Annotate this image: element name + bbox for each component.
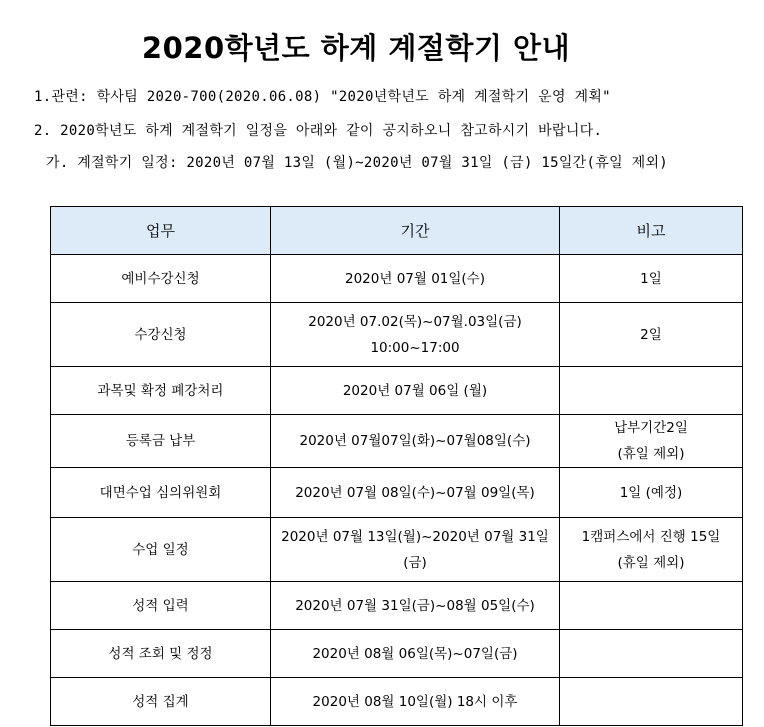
period-text: 2020년 07월07일(화)~07월08일(수) — [299, 433, 531, 449]
note-cell — [560, 582, 743, 630]
table-row — [51, 255, 743, 303]
task-cell: 대면수업 심의위원회 — [51, 468, 271, 518]
period-cell — [271, 518, 560, 582]
intro-line-reference: 1.관련: 학사팀 2020-700(2020.06.08) "2020년학년도 하계 계절학기 운영 계획" — [34, 89, 611, 105]
task-cell: 예비수강신청 — [51, 255, 271, 303]
note-cell — [560, 367, 743, 415]
note-cell — [560, 518, 743, 582]
period-text: 2020년 07월 01일(수) — [345, 270, 485, 287]
period-text: 2020년 08월 06일(목)~07일(금) — [312, 645, 518, 662]
intro-line-schedule: 가. 계절학기 일정: 2020년 07월 13일 (월)~2020년 07월 31일 (금) 15일간(휴일 제외) — [46, 155, 668, 171]
table-row — [51, 415, 743, 468]
note-cell — [560, 415, 743, 468]
note-text: 1일 — [640, 270, 662, 287]
period-text: 2020년 07월 31일(금)~08월 05일(수) — [295, 597, 535, 614]
note-text: 2일 — [640, 326, 662, 343]
period-cell — [271, 415, 560, 468]
header-period: 기간 — [271, 207, 560, 255]
period-cell — [271, 255, 560, 303]
period-text: 2020년 08월 10일(월) 18시 이후 — [312, 693, 518, 710]
schedule-table — [50, 206, 743, 726]
table-row — [51, 582, 743, 630]
note-cell — [560, 678, 743, 726]
period-cell — [271, 582, 560, 630]
page-title: 2020학년도 하계 계절학기 안내 — [141, 31, 571, 65]
note-cell — [560, 468, 743, 518]
period-cell — [271, 678, 560, 726]
period-text: 10:00~17:00 — [370, 339, 460, 356]
note-text: (휴일 제외) — [617, 446, 685, 462]
task-cell: 과목및 확정 폐강처리 — [51, 367, 271, 415]
task-cell: 성적 집계 — [51, 678, 271, 726]
task-cell: 수강신청 — [51, 303, 271, 367]
intro-line-notice: 2. 2020학년도 하계 계절학기 일정을 아래와 같이 공지하오니 참고하시기 바랍니다. — [34, 123, 603, 139]
note-text: 1일 (예정) — [619, 484, 683, 501]
table-row — [51, 468, 743, 518]
table-header-row — [51, 207, 743, 255]
table-row — [51, 303, 743, 367]
note-cell — [560, 255, 743, 303]
period-text: 2020년 07월 06일 (월) — [342, 382, 488, 399]
period-text: 2020년 07월 08일(수)~07월 09일(목) — [295, 484, 535, 501]
period-cell — [271, 468, 560, 518]
task-cell: 등록금 납부 — [51, 415, 271, 468]
period-cell — [271, 367, 560, 415]
period-cell — [271, 630, 560, 678]
table-row — [51, 678, 743, 726]
task-cell: 수업 일정 — [51, 518, 271, 582]
note-text: (휴일 제외) — [617, 554, 685, 571]
task-cell: 성적 조회 및 정정 — [51, 630, 271, 678]
note-text: 납부기간2일 — [614, 420, 688, 436]
table-row — [51, 518, 743, 582]
table-row — [51, 630, 743, 678]
note-cell — [560, 630, 743, 678]
note-cell — [560, 303, 743, 367]
period-text: (금) — [403, 554, 427, 571]
period-text: 2020년 07월 13일(월)~2020년 07월 31일 — [281, 528, 549, 545]
header-task: 업무 — [51, 207, 271, 255]
note-text: 1캠퍼스에서 진행 15일 — [581, 528, 721, 545]
task-cell: 성적 입력 — [51, 582, 271, 630]
period-cell — [271, 303, 560, 367]
period-text: 2020년 07.02(목)~07월.03일(금) — [308, 313, 522, 330]
table-row — [51, 367, 743, 415]
header-note: 비고 — [560, 207, 743, 255]
